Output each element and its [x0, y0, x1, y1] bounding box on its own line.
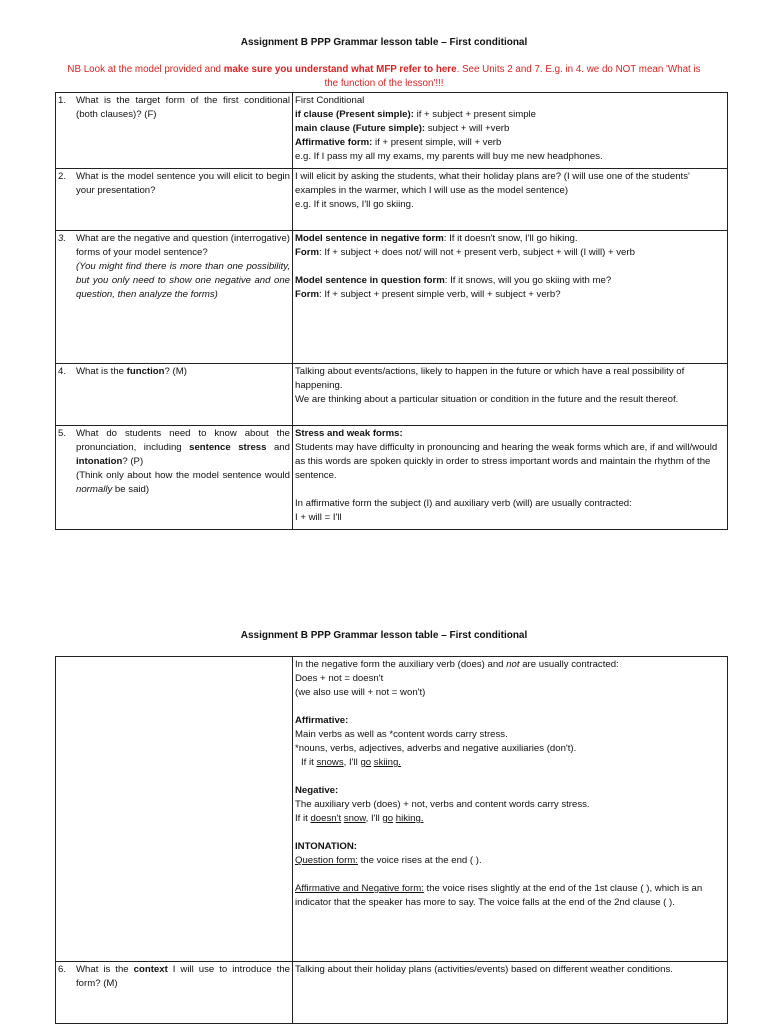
question-cell: [56, 231, 293, 364]
table-row: [56, 93, 728, 169]
answer-line: First Conditional: [295, 95, 365, 106]
question-number: 4.: [58, 366, 67, 377]
answer-line: Form: If + subject + present simple verb, will + subject + verb?: [295, 289, 561, 300]
page-title: Assignment B PPP Grammar lesson table – First conditional: [240, 630, 528, 641]
table-row: [56, 657, 728, 962]
question-text: What are the negative and question (interrogative) forms of your model sentence? (You might find there is more than one possibility, but you only need to show one negative and one question, then analyze the forms): [76, 233, 290, 300]
answer-heading: Stress and weak forms:: [295, 428, 403, 439]
question-number: 1.: [58, 95, 67, 106]
answer-line: I + will = I'll: [295, 512, 342, 523]
answer-line: Form: If + subject + does not/ will not + present verb, subject + will (I will) + verb: [295, 247, 635, 258]
answer-line: Talking about their holiday plans (activities/events) based on different weather conditions.: [295, 964, 673, 975]
answer-line: main clause (Future simple): subject + will +verb: [295, 123, 510, 134]
answer-cell: [293, 364, 728, 426]
stress-example: If it doesn't snow, I'll go hiking.: [295, 813, 424, 824]
answer-line: if clause (Present simple): if + subject + present simple: [295, 109, 537, 120]
answer-cell: [293, 426, 728, 530]
question-cell: [56, 962, 293, 1024]
intonation-heading: INTONATION:: [295, 841, 357, 852]
question-number: 5.: [58, 428, 67, 439]
answer-line: *nouns, verbs, adjectives, adverbs and negative auxiliaries (don't).: [295, 743, 577, 754]
question-text: What do students need to know about the pronunciation, including sentence stress and intonation? (P) (Think only about how the model sentence would normally be said): [76, 428, 290, 495]
answer-line: Talking about events/actions, likely to happen in the future or which have a real possibility of happening.: [295, 366, 685, 391]
lesson-table-page1: [55, 92, 728, 530]
notice-text-end: . See Units 2 and 7. E.g. in 4. we do NOT mean 'What is the function of the lesson'!!!: [324, 64, 701, 89]
question-note: (Think only about how the model sentence would normally be said): [76, 470, 290, 495]
table-row: [56, 364, 728, 426]
question-text: What is the function? (M): [76, 366, 187, 377]
answer-line: Does + not = doesn't: [295, 673, 384, 684]
notice-emphasis: make sure you understand what MFP refer to here: [223, 64, 457, 75]
table-row: [56, 962, 728, 1024]
answer-line: e.g. If I pass my all my exams, my parents will buy me new headphones.: [295, 151, 603, 162]
answer-line: Affirmative form: if + present simple, will + verb: [295, 137, 502, 148]
answer-line: Model sentence in question form: If it snows, will you go skiing with me?: [295, 275, 612, 286]
question-number: 3.: [58, 233, 67, 244]
negative-heading: Negative:: [295, 785, 339, 796]
answer-line: In the negative form the auxiliary verb (does) and not are usually contracted:: [295, 659, 619, 670]
affirmative-heading: Affirmative:: [295, 715, 349, 726]
question-cell: [56, 169, 293, 231]
answer-line: Main verbs as well as *content words carry stress.: [295, 729, 508, 740]
answer-line: I will elicit by asking the students, what their holiday plans are? (I will use one of the students' examples in the warmer, which I will use as the model sentence): [295, 171, 690, 196]
question-cell-empty: [56, 657, 293, 962]
table-row: [56, 231, 728, 364]
answer-line: e.g. If it snows, I'll go skiing.: [295, 199, 414, 210]
question-cell: [56, 426, 293, 530]
answer-line: Question form: the voice rises at the end ( ).: [295, 855, 482, 866]
answer-line: The auxiliary verb (does) + not, verbs and content words carry stress.: [295, 799, 590, 810]
instruction-notice: [60, 63, 708, 91]
question-cell: [56, 364, 293, 426]
question-text: What is the target form of the first conditional (both clauses)? (F): [76, 95, 290, 120]
lesson-table-page2: [55, 656, 728, 1024]
question-text: What is the context I will use to introduce the form? (M): [76, 964, 290, 989]
answer-line: Students may have difficulty in pronouncing and hearing the weak forms which are, if and will/would as this words are spoken quickly in order to stress important words and maintain the rhythm of the sentence.: [295, 442, 718, 481]
answer-cell: [293, 169, 728, 231]
answer-cell: [293, 231, 728, 364]
answer-line: Affirmative and Negative form: the voice rises slightly at the end of the 1st clause ( ), which is an indicator that the speaker has more to say. The voice falls at the end of the 2nd clause ( ).: [295, 883, 703, 908]
answer-line: In affirmative form the subject (I) and auxiliary verb (will) are usually contracted:: [295, 498, 632, 509]
question-note: (You might find there is more than one possibility, but you only need to show one negative and one question, then analyze the forms): [76, 261, 290, 300]
question-text: What is the model sentence you will elicit to begin your presentation?: [76, 171, 290, 196]
answer-line: We are thinking about a particular situation or condition in the future and the result thereof.: [295, 394, 679, 405]
question-number: 6.: [58, 964, 67, 975]
answer-line: Model sentence in negative form: If it doesn't snow, I'll go hiking.: [295, 233, 578, 244]
stress-example: If it snows, I'll go skiing.: [301, 757, 401, 768]
answer-line: (we also use will + not = won't): [295, 687, 426, 698]
question-cell: [56, 93, 293, 169]
table-row: [56, 169, 728, 231]
answer-cell: [293, 93, 728, 169]
answer-cell: [293, 962, 728, 1024]
question-number: 2.: [58, 171, 67, 182]
notice-text: NB Look at the model provided and: [67, 64, 224, 75]
table-row: [56, 426, 728, 530]
answer-cell: [293, 657, 728, 962]
page-title: Assignment B PPP Grammar lesson table – First conditional: [240, 37, 528, 48]
